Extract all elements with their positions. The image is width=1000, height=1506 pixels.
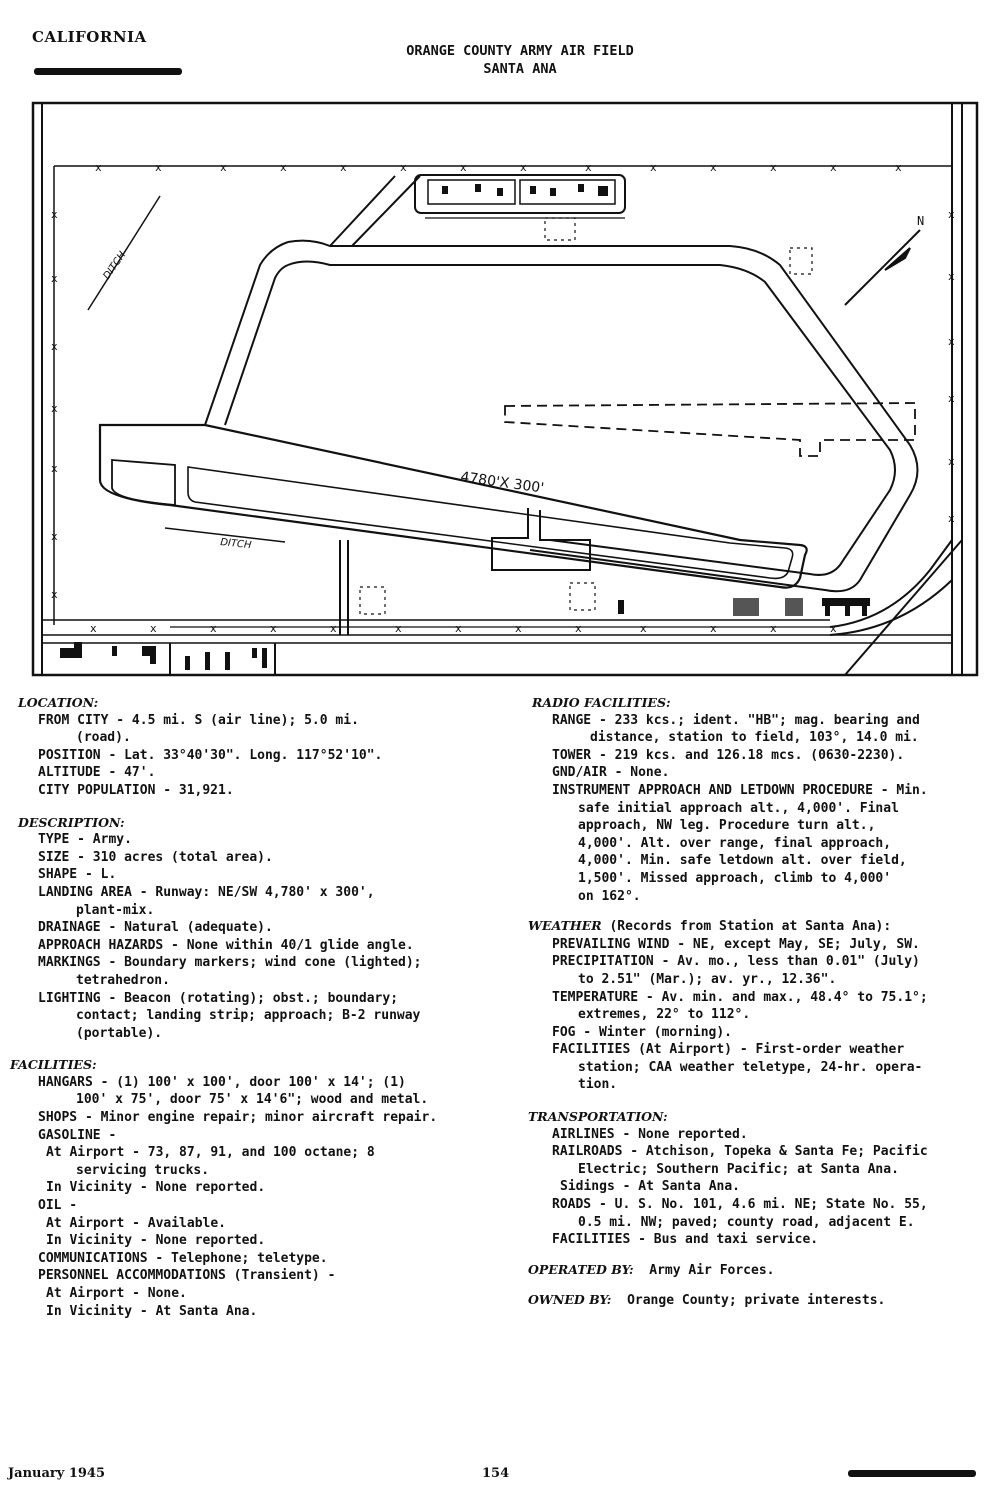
lighting-cont-1: contact; landing strip; approach; B-2 runway — [76, 1008, 421, 1024]
city-population: CITY POPULATION - 31,921. — [38, 782, 234, 798]
instrument-approach: INSTRUMENT APPROACH AND LETDOWN PROCEDURE - Min. — [552, 782, 928, 798]
left-column — [10, 692, 508, 1320]
roads-cont: 0.5 mi. NW; paved; county road, adjacent E. — [578, 1214, 915, 1230]
gasoline-in-vicinity: In Vicinity - None reported. — [46, 1180, 266, 1196]
svg-text:x: x — [770, 161, 777, 174]
range: RANGE - 233 kcs.; ident. "HB"; mag. bearing and — [552, 712, 920, 728]
railroads: RAILROADS - Atchison, Topeka & Santa Fe; Pacific — [552, 1144, 928, 1160]
personnel-in-vicinity: In Vicinity - At Santa Ana. — [46, 1303, 258, 1319]
diagram-frame — [33, 103, 977, 675]
from-city-cont: (road). — [76, 730, 131, 746]
svg-text:x: x — [51, 462, 58, 475]
ditch-label-south: DITCH — [219, 537, 252, 552]
shape: SHAPE - L. — [38, 867, 117, 883]
temperature: TEMPERATURE - Av. min. and max., 48.4° to 75.1°; — [552, 989, 928, 1005]
svg-text:x: x — [575, 622, 582, 635]
markings: MARKINGS - Boundary markers; wind cone (lighted); — [38, 955, 422, 971]
ditch-label-north: DITCH — [101, 249, 129, 282]
owned-by: Orange County; private interests. — [627, 1293, 886, 1309]
state-heading: CALIFORNIA — [32, 28, 147, 46]
description-heading: DESCRIPTION: — [18, 814, 125, 830]
oil: OIL - — [38, 1198, 78, 1214]
oil-at-airport: At Airport - Available. — [46, 1215, 227, 1231]
svg-text:x: x — [51, 340, 58, 353]
svg-text:x: x — [830, 161, 837, 174]
svg-text:x: x — [51, 208, 58, 221]
owned-by-heading: OWNED BY: — [528, 1292, 612, 1308]
svg-text:x: x — [400, 161, 407, 174]
instrument-cont-6: on 162°. — [578, 888, 641, 904]
svg-text:x: x — [948, 270, 955, 283]
runway-4780 — [100, 425, 807, 588]
railroads-cont-2: Sidings - At Santa Ana. — [560, 1179, 741, 1195]
footer-date: January 1945 — [8, 1466, 106, 1481]
svg-text:x: x — [155, 161, 162, 174]
precipitation-cont: to 2.51" (Mar.); av. yr., 12.36". — [578, 971, 837, 987]
svg-text:x: x — [90, 622, 97, 635]
landing-area: LANDING AREA - Runway: NE/SW 4,780' x 300', — [38, 884, 375, 900]
transportation-heading: TRANSPORTATION: — [528, 1109, 668, 1125]
svg-text:x: x — [770, 622, 777, 635]
fog: FOG - Winter (morning). — [552, 1024, 733, 1040]
approach-hazards: APPROACH HAZARDS - None within 40/1 glide angle. — [38, 937, 414, 953]
svg-text:x: x — [210, 622, 217, 635]
svg-text:x: x — [51, 530, 58, 543]
svg-text:x: x — [640, 622, 647, 635]
airfield-diagram — [30, 100, 980, 678]
lighting: LIGHTING - Beacon (rotating); obst.; boundary; — [38, 990, 399, 1006]
svg-text:x: x — [710, 622, 717, 635]
page-title — [0, 42, 1000, 78]
svg-text:x: x — [948, 208, 955, 221]
svg-text:x: x — [340, 161, 347, 174]
railroads-cont-1: Electric; Southern Pacific; at Santa Ana. — [578, 1161, 899, 1177]
weather-facilities-cont-1: station; CAA weather teletype, 24-hr. opera- — [578, 1059, 923, 1075]
instrument-cont-1: safe initial approach alt., 4,000'. Final — [578, 800, 899, 816]
tower: TOWER - 219 kcs. and 126.18 mcs. (0630-2230). — [552, 747, 905, 763]
operated-by: Army Air Forces. — [649, 1262, 775, 1278]
instrument-cont-4: 4,000'. Min. safe letdown alt. over field, — [578, 853, 907, 869]
operated-by-heading: OPERATED BY: — [528, 1261, 634, 1277]
svg-text:x: x — [330, 622, 337, 635]
hangars-cont: 100' x 75', door 75' x 14'6"; wood and metal. — [76, 1092, 429, 1108]
svg-text:x: x — [948, 392, 955, 405]
svg-text:x: x — [150, 622, 157, 635]
svg-text:x: x — [460, 161, 467, 174]
svg-text:x: x — [948, 455, 955, 468]
temperature-cont: extremes, 22° to 112°. — [578, 1007, 751, 1023]
svg-text:N: N — [917, 214, 925, 228]
type: TYPE - Army. — [38, 832, 132, 848]
title-line-1: ORANGE COUNTY ARMY AIR FIELD — [406, 43, 634, 59]
svg-text:x: x — [455, 622, 462, 635]
svg-text:x: x — [280, 161, 287, 174]
instrument-cont-5: 1,500'. Missed approach, climb to 4,000' — [578, 870, 892, 886]
lighting-cont-2: (portable). — [76, 1025, 163, 1041]
hangars: HANGARS - (1) 100' x 100', door 100' x 14'; (1) — [38, 1074, 406, 1090]
right-column — [528, 692, 992, 1310]
weather-facilities-cont-2: tion. — [578, 1077, 618, 1093]
gasoline: GASOLINE - — [38, 1127, 117, 1143]
from-city: FROM CITY - 4.5 mi. S (air line); 5.0 mi. — [38, 712, 359, 728]
svg-text:x: x — [948, 512, 955, 525]
shops: SHOPS - Minor engine repair; minor aircraft repair. — [38, 1110, 438, 1126]
prevailing-wind: PREVAILING WIND - NE, except May, SE; July, SW. — [552, 936, 920, 952]
instrument-cont-2: approach, NW leg. Procedure turn alt., — [578, 818, 876, 834]
radio-heading: RADIO FACILITIES: — [532, 695, 671, 710]
personnel-at-airport: At Airport - None. — [46, 1286, 187, 1301]
gasoline-at-airport-cont: servicing trucks. — [76, 1162, 210, 1178]
svg-text:x: x — [710, 161, 717, 174]
instrument-cont-3: 4,000'. Alt. over range, final approach, — [578, 835, 892, 851]
runway-label: 4780'X 300' — [459, 469, 545, 497]
svg-text:x: x — [895, 161, 902, 174]
oil-in-vicinity: In Vicinity - None reported. — [46, 1233, 266, 1249]
svg-text:x: x — [948, 335, 955, 348]
landing-area-cont: plant-mix. — [76, 902, 155, 918]
svg-text:x: x — [520, 161, 527, 174]
weather-facilities: FACILITIES (At Airport) - First-order weather — [552, 1042, 905, 1058]
communications: COMMUNICATIONS - Telephone; teletype. — [38, 1250, 328, 1266]
weather-heading: WEATHER — [528, 918, 602, 934]
drainage: DRAINAGE - Natural (adequate). — [38, 920, 273, 936]
location-heading: LOCATION: — [18, 695, 99, 710]
weather-note: (Records from Station at Santa Ana): — [609, 919, 892, 935]
personnel-accommodations: PERSONNEL ACCOMMODATIONS (Transient) - — [38, 1268, 336, 1284]
footer-redaction-mark — [848, 1470, 976, 1477]
gnd-air: GND/AIR - None. — [552, 765, 670, 781]
svg-text:x: x — [51, 272, 58, 285]
roads: ROADS - U. S. No. 101, 4.6 mi. NE; State No. 55, — [552, 1197, 928, 1213]
transport-facilities: FACILITIES - Bus and taxi service. — [552, 1232, 819, 1248]
markings-cont: tetrahedron. — [76, 972, 170, 988]
svg-text:x: x — [51, 588, 58, 601]
svg-text:x: x — [830, 622, 837, 635]
svg-text:x: x — [95, 161, 102, 174]
range-cont: distance, station to field, 103°, 14.0 mi. — [590, 730, 919, 746]
page-number: 154 — [482, 1466, 510, 1481]
svg-text:x: x — [515, 622, 522, 635]
title-line-2: SANTA ANA — [483, 61, 557, 77]
svg-text:x: x — [650, 161, 657, 174]
svg-text:x: x — [220, 161, 227, 174]
facilities-heading: FACILITIES: — [10, 1057, 97, 1073]
svg-text:x: x — [51, 402, 58, 415]
gasoline-at-airport: At Airport - 73, 87, 91, and 100 octane; 8 — [46, 1145, 375, 1161]
size: SIZE - 310 acres (total area). — [38, 849, 273, 865]
svg-text:x: x — [270, 622, 277, 635]
position: POSITION - Lat. 33°40'30". Long. 117°52'10". — [38, 747, 383, 763]
precipitation: PRECIPITATION - Av. mo., less than 0.01" (July) — [552, 954, 920, 970]
airlines: AIRLINES - None reported. — [552, 1126, 748, 1142]
svg-text:x: x — [585, 161, 592, 174]
altitude: ALTITUDE - 47'. — [38, 765, 156, 781]
svg-text:x: x — [395, 622, 402, 635]
